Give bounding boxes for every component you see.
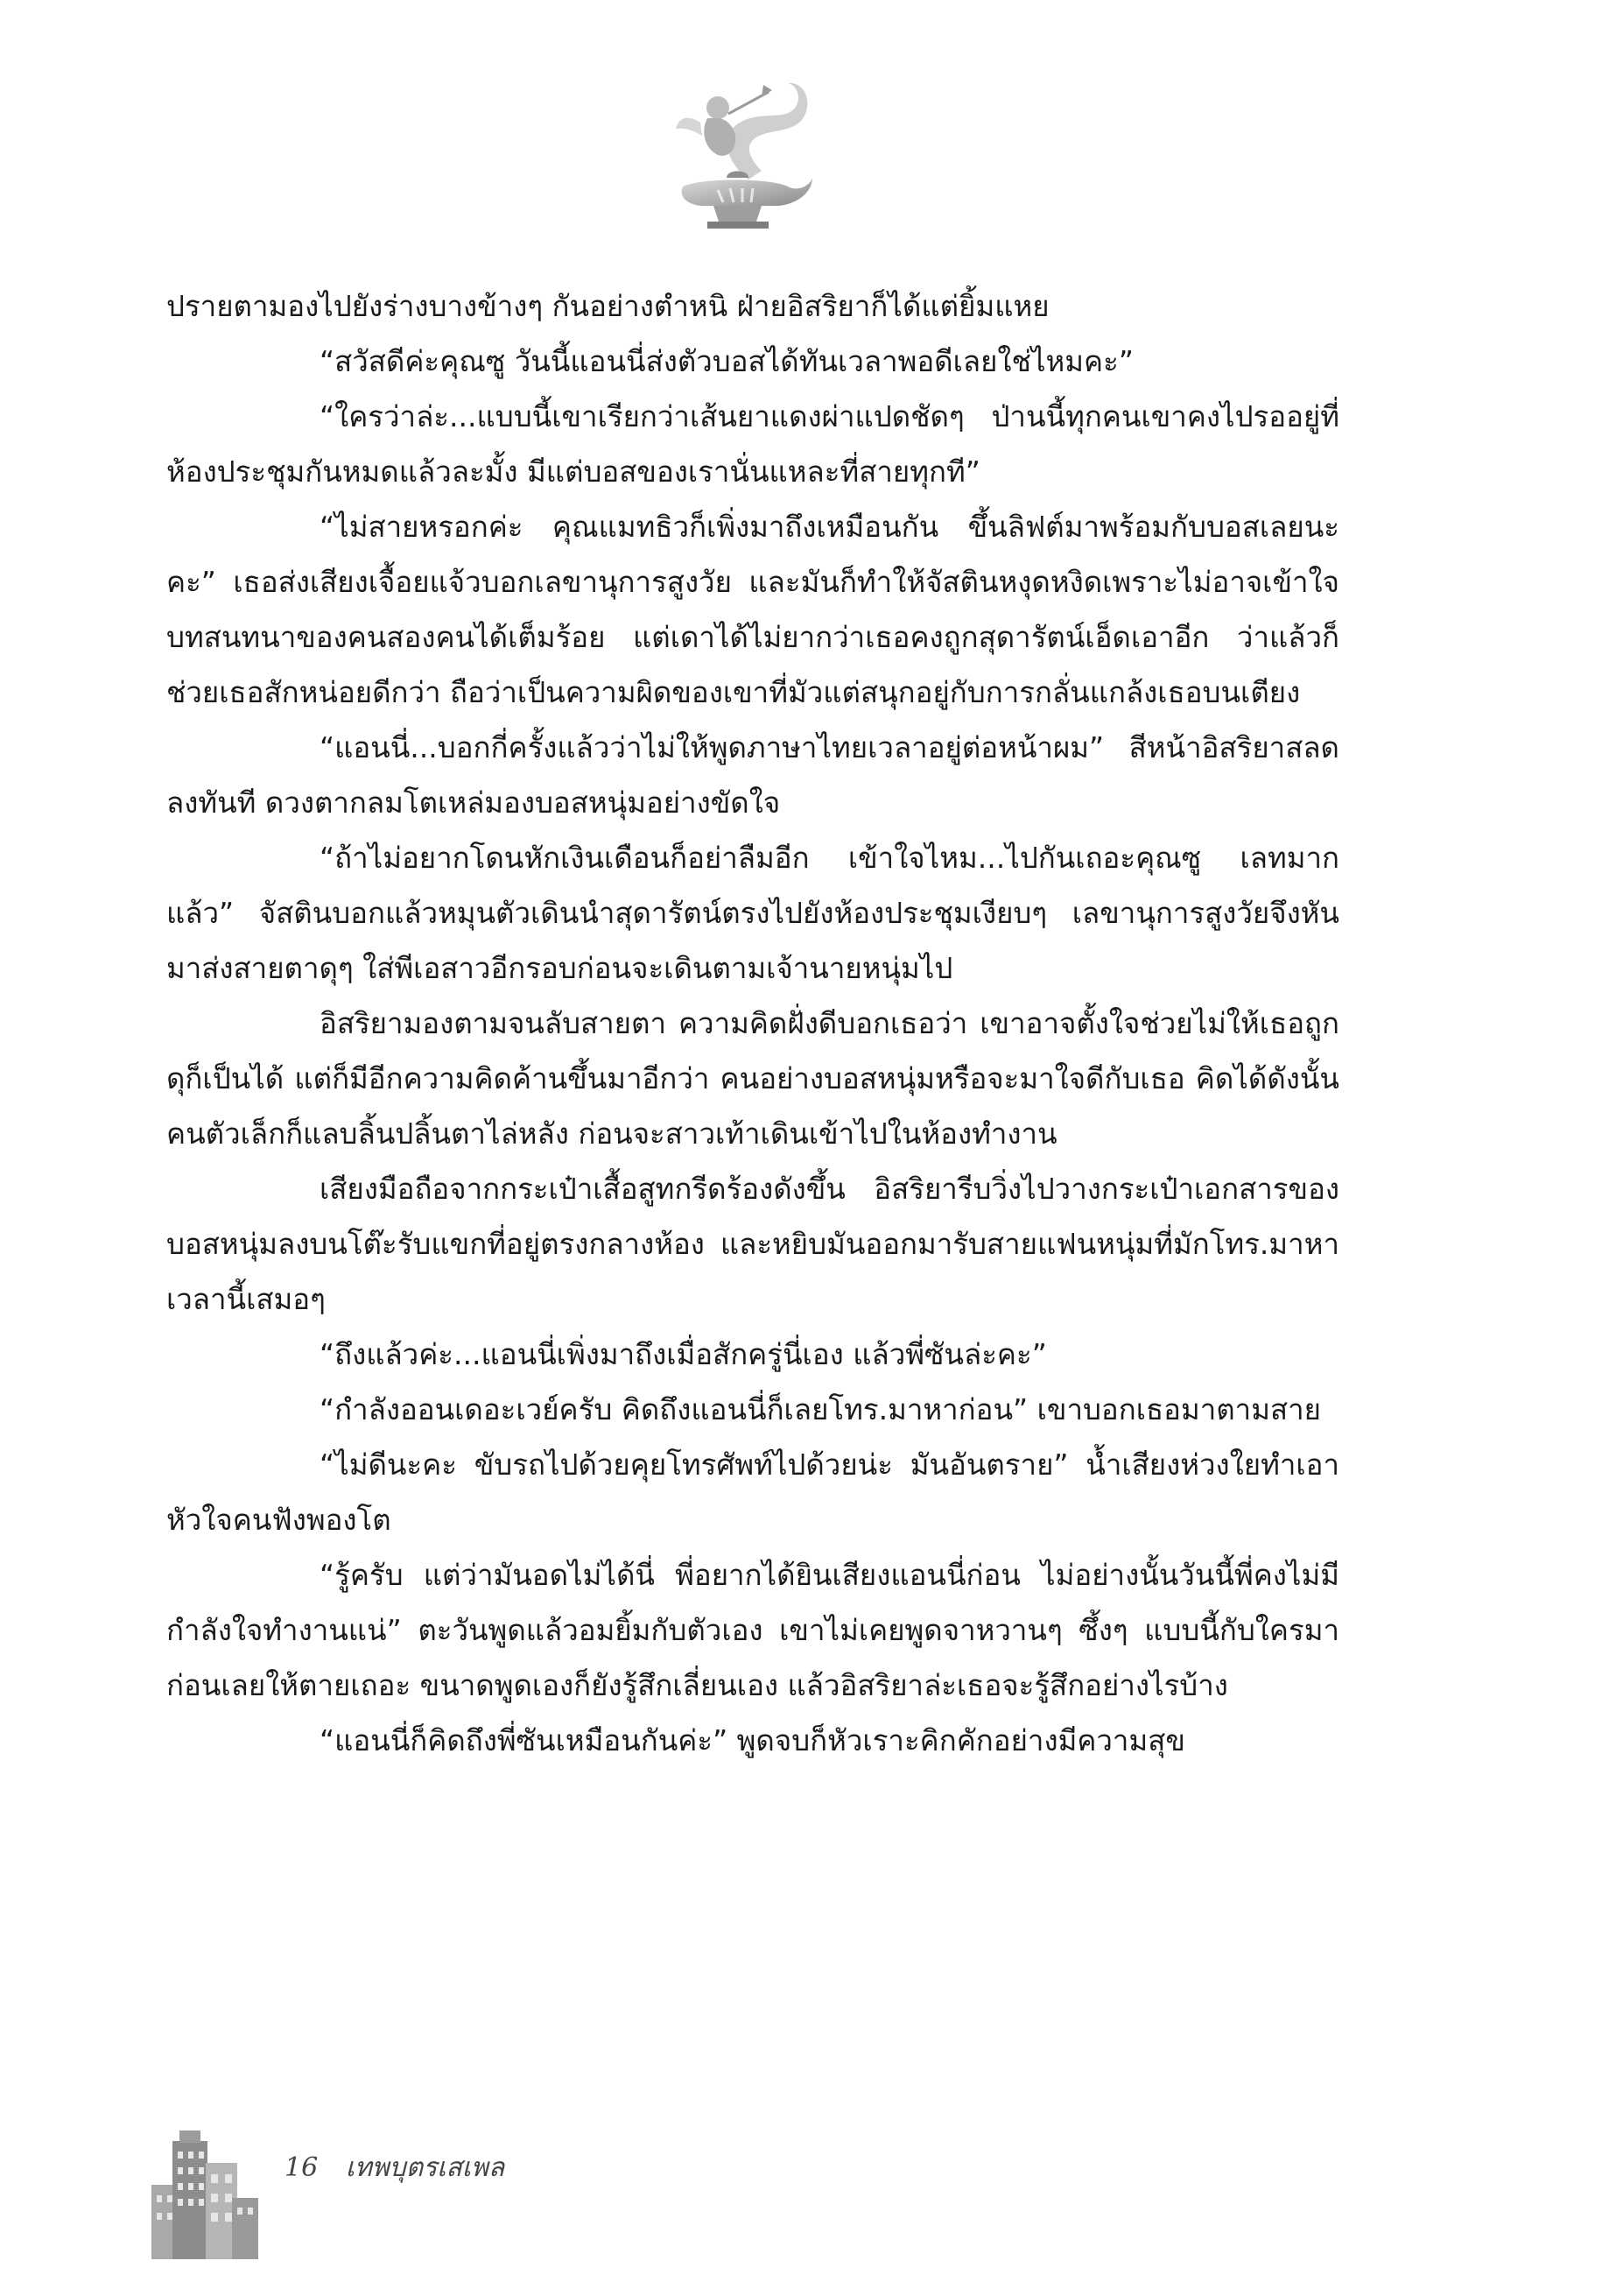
paragraph: “ถึงแล้วค่ะ...แอนนี่เพิ่งมาถึงเมื่อสักครู่นี่เอง แล้วพี่ซันล่ะคะ” xyxy=(320,1337,1047,1371)
paragraph: อิสริยามองตามจนลับสายตา ความคิดฝั่งดีบอกเธอว่า เขาอาจตั้งใจช่วยไม่ให้เธอถูกดุก็เป็นได้ แต่ก็มีอีกความคิดค้านขึ้นมาอีกว่า คนอย่างบอสหนุ่มหรือจะมาใจดีกับเธอ คิดได้ดังนั้นคนตัวเล็กก็แลบลิ้นปลิ้นตาไล่หลัง ก่อนจะสาวเท้าเดินเข้าไปในห้องทำงาน xyxy=(166,1006,1339,1151)
paragraph: เสียงมือถือจากกระเป๋าเสื้อสูทกรีดร้องดังขึ้น อิสริยารีบวิ่งไปวางกระเป๋าเอกสารของบอสหนุ่มลงบนโต๊ะรับแขกที่อยู่ตรงกลางห้อง และหยิบมันออกมารับสายแฟนหนุ่มที่มักโทร.มาหาเวลานี้เสมอๆ xyxy=(166,1172,1339,1316)
paragraph: “ไม่ดีนะคะ ขับรถไปด้วยคุยโทรศัพท์ไปด้วยน่ะ มันอันตราย” น้ำเสียงห่วงใยทำเอาหัวใจคนฟังพองโต xyxy=(166,1447,1339,1537)
paragraph: “กำลังออนเดอะเวย์ครับ คิดถึงแอนนี่ก็เลยโทร.มาหาก่อน” เขาบอกเธอมาตามสาย xyxy=(320,1392,1321,1426)
paragraph: “ใครว่าล่ะ...แบบนี้เขาเรียกว่าเส้นยาแดงผ่าแปดชัดๆ ป่านนี้ทุกคนเขาคงไปรออยู่ที่ห้องประชุมกันหมดแล้วละมั้ง มีแต่บอสของเรานั่นแหละที่สายทุกที” xyxy=(166,399,1339,489)
page-number: 16 xyxy=(285,2152,319,2183)
story-text xyxy=(166,278,1339,1768)
book-title: เทพบุตรเสเพล xyxy=(345,2152,505,2183)
city-buildings-icon xyxy=(144,2123,263,2259)
paragraph: ปรายตามองไปยังร่างบางข้างๆ กันอย่างตำหนิ ฝ่ายอิสริยาก็ได้แต่ยิ้มแหย xyxy=(166,289,1050,323)
paragraph: “รู้ครับ แต่ว่ามันอดไม่ได้นี่ พี่อยากได้ยินเสียงแอนนี่ก่อน ไม่อย่างนั้นวันนี้พี่คงไม่มีกำลังใจทำงานแน่” ตะวันพูดแล้วอมยิ้มกับตัวเอง เขาไม่เคยพูดจาหวานๆ ซึ้งๆ แบบนี้กับใครมาก่อนเลยให้ตายเถอะ ขนาดพูดเองก็ยังรู้สึกเลี่ยนเอง แล้วอิสริยาล่ะเธอจะรู้สึกอย่างไรบ้าง xyxy=(166,1558,1339,1702)
page-footer xyxy=(285,2147,504,2188)
paragraph: “แอนนี่ก็คิดถึงพี่ซันเหมือนกันค่ะ” พูดจบก็หัวเราะคิกคักอย่างมีความสุข xyxy=(320,1723,1185,1757)
paragraph: “สวัสดีค่ะคุณซู วันนี้แอนนี่ส่งตัวบอสได้ทันเวลาพอดีเลยใช่ไหมคะ” xyxy=(320,344,1134,378)
paragraph: “แอนนี่...บอกกี่ครั้งแล้วว่าไม่ให้พูดภาษาไทยเวลาอยู่ต่อหน้าผม” สีหน้าอิสริยาสลดลงทันที ดวงตากลมโตเหล่มองบอสหนุ่มอย่างขัดใจ xyxy=(166,730,1339,820)
cupid-lamp-logo-icon xyxy=(665,74,814,232)
paragraph: “ไม่สายหรอกค่ะ คุณแมทธิวก็เพิ่งมาถึงเหมือนกัน ขึ้นลิฟต์มาพร้อมกับบอสเลยนะคะ” เธอส่งเสียงเจื้อยแจ้วบอกเลขานุการสูงวัย และมันก็ทำให้จัสตินหงุดหงิดเพราะไม่อาจเข้าใจบทสนทนาของคนสองคนได้เต็มร้อย แต่เดาได้ไม่ยากว่าเธอคงถูกสุดารัตน์เอ็ดเอาอีก ว่าแล้วก็ช่วยเธอสักหน่อยดีกว่า ถือว่าเป็นความผิดของเขาที่มัวแต่สนุกอยู่กับการกลั่นแกล้งเธอบนเตียง xyxy=(166,510,1339,709)
paragraph: “ถ้าไม่อยากโดนหักเงินเดือนก็อย่าลืมอีก เข้าใจไหม...ไปกันเถอะคุณซู เลทมากแล้ว” จัสตินบอกแล้วหมุนตัวเดินนำสุดารัตน์ตรงไปยังห้องประชุมเงียบๆ เลขานุการสูงวัยจึงหันมาส่งสายตาดุๆ ใส่พีเอสาวอีกรอบก่อนจะเดินตามเจ้านายหนุ่มไป xyxy=(166,841,1339,985)
